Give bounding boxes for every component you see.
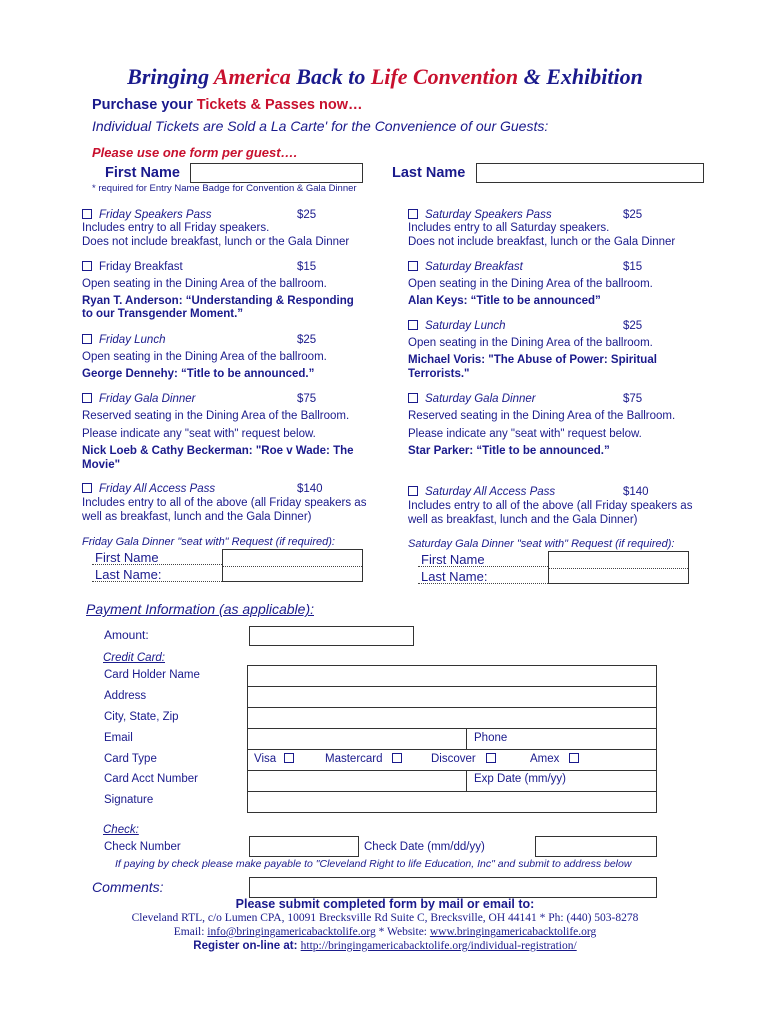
- description: Includes entry to all Saturday speakers.: [408, 222, 610, 234]
- submit-instructions: Please submit completed form by mail or email to:: [235, 897, 535, 911]
- description: Open seating in the Dining Area of the ballroom.: [82, 351, 327, 363]
- description: Does not include breakfast, lunch or the Gala Dinner: [82, 236, 350, 248]
- friday-gala-option[interactable]: Friday Gala Dinner: [82, 393, 196, 405]
- description: Open seating in the Dining Area of the ballroom.: [82, 278, 327, 290]
- saturday-seat-with-title: Saturday Gala Dinner "seat with" Request (if required):: [408, 538, 675, 550]
- friday-all-access-option[interactable]: Friday All Access Pass: [82, 483, 215, 495]
- first-name-label: First Name: [105, 165, 180, 181]
- description: Please indicate any "seat with" request below.: [82, 428, 316, 440]
- description: Open seating in the Dining Area of the ballroom.: [408, 337, 653, 349]
- friday-seat-first-label: First Name: [95, 550, 159, 565]
- checkbox-icon[interactable]: [82, 334, 92, 344]
- acct-number-label: Card Acct Number: [104, 773, 198, 785]
- checkbox-icon[interactable]: [82, 393, 92, 403]
- credit-card-label: Credit Card:: [103, 652, 165, 664]
- discover-option[interactable]: Discover: [431, 753, 503, 765]
- city-label: City, State, Zip: [104, 711, 179, 723]
- price: $15: [623, 261, 643, 273]
- signature-label: Signature: [104, 794, 154, 806]
- description: Reserved seating in the Dining Area of the Ballroom.: [408, 410, 676, 422]
- price: $25: [297, 334, 317, 346]
- description: Reserved seating in the Dining Area of the Ballroom.: [82, 410, 350, 422]
- speaker: Movie": [82, 459, 121, 471]
- description: Does not include breakfast, lunch or the Gala Dinner: [408, 236, 676, 248]
- email-label: Email: [104, 732, 133, 744]
- email-link[interactable]: info@bringingamericabacktolife.org: [207, 926, 376, 938]
- price: $75: [297, 393, 317, 405]
- check-date-label: Check Date (mm/dd/yy): [364, 841, 485, 853]
- speaker: Terrorists.": [408, 368, 470, 380]
- amount-field[interactable]: [249, 626, 414, 646]
- speaker: to our Transgender Moment.”: [82, 308, 244, 320]
- mastercard-option[interactable]: Mastercard: [325, 753, 409, 765]
- price: $25: [623, 209, 643, 221]
- check-note: If paying by check please make payable to "Cleveland Right to life Education, Inc" and submit to address below: [115, 858, 632, 870]
- description: Includes entry to all of the above (all Friday speakers as: [82, 497, 367, 509]
- saturday-seat-last-label: Last Name:: [421, 569, 488, 584]
- speaker: Star Parker: “Title to be announced.”: [408, 445, 610, 457]
- checkbox-icon[interactable]: [569, 753, 579, 763]
- price: $75: [623, 393, 643, 405]
- checkbox-icon[interactable]: [82, 261, 92, 271]
- contact-line: Email: info@bringingamericabacktolife.org * Website: www.bringingamericabacktolife.org: [173, 926, 597, 938]
- price: $140: [297, 483, 323, 495]
- description: Please indicate any "seat with" request below.: [408, 428, 642, 440]
- description: well as breakfast, lunch and the Gala Dinner): [408, 514, 638, 526]
- individual-note: Individual Tickets are Sold a La Carte' for the Convenience of our Guests:: [92, 118, 549, 134]
- price: $25: [297, 209, 317, 221]
- card-type-label: Card Type: [104, 753, 157, 765]
- saturday-all-access-option[interactable]: Saturday All Access Pass: [408, 486, 555, 498]
- comments-field[interactable]: [249, 877, 657, 898]
- friday-lunch-option[interactable]: Friday Lunch: [82, 334, 165, 346]
- check-label: Check:: [103, 824, 139, 836]
- friday-speakers-option[interactable]: Friday Speakers Pass: [82, 209, 212, 221]
- mailing-address: Cleveland RTL, c/o Lumen CPA, 10091 Brecksville Rd Suite C, Brecksville, OH 44141 * Ph: (440) 503-8278: [131, 912, 639, 924]
- address-label: Address: [104, 690, 147, 702]
- speaker: Michael Voris: "The Abuse of Power: Spiritual: [408, 354, 657, 366]
- speaker: Nick Loeb & Cathy Beckerman: "Roe v Wade: The: [82, 445, 354, 457]
- register-line: Register on-line at: http://bringingamericabacktolife.org/individual-registration/: [193, 940, 577, 952]
- checkbox-icon[interactable]: [408, 209, 418, 219]
- checkbox-icon[interactable]: [284, 753, 294, 763]
- checkbox-icon[interactable]: [408, 261, 418, 271]
- saturday-breakfast-option[interactable]: Saturday Breakfast: [408, 261, 523, 273]
- saturday-lunch-option[interactable]: Saturday Lunch: [408, 320, 506, 332]
- checkbox-icon[interactable]: [82, 209, 92, 219]
- checkbox-icon[interactable]: [408, 393, 418, 403]
- description: well as breakfast, lunch and the Gala Dinner): [82, 511, 312, 523]
- name-badge-note: * required for Entry Name Badge for Convention & Gala Dinner: [92, 183, 357, 194]
- friday-breakfast-option[interactable]: Friday Breakfast: [82, 261, 183, 273]
- checkbox-icon[interactable]: [82, 483, 92, 493]
- last-name-label: Last Name: [392, 165, 466, 181]
- last-name-field[interactable]: [476, 163, 704, 183]
- first-name-field[interactable]: [190, 163, 363, 183]
- speaker: Alan Keys: “Title to be announced”: [408, 295, 601, 307]
- saturday-speakers-option[interactable]: Saturday Speakers Pass: [408, 209, 552, 221]
- checkbox-icon[interactable]: [486, 753, 496, 763]
- one-form-note: Please use one form per guest….: [92, 145, 298, 160]
- price: $15: [297, 261, 317, 273]
- saturday-seat-fields[interactable]: [548, 551, 689, 584]
- checkbox-icon[interactable]: [392, 753, 402, 763]
- amex-option[interactable]: Amex: [530, 753, 586, 765]
- price: $25: [623, 320, 643, 332]
- phone-label: Phone: [474, 732, 508, 744]
- description: Includes entry to all Friday speakers.: [82, 222, 270, 234]
- check-number-label: Check Number: [104, 841, 181, 853]
- saturday-gala-option[interactable]: Saturday Gala Dinner: [408, 393, 536, 405]
- speaker: Ryan T. Anderson: “Understanding & Responding: [82, 295, 354, 307]
- price: $140: [623, 486, 649, 498]
- friday-seat-fields[interactable]: [222, 549, 363, 582]
- check-date-field[interactable]: [535, 836, 657, 857]
- checkbox-icon[interactable]: [408, 320, 418, 330]
- comments-label: Comments:: [92, 879, 164, 895]
- speaker: George Dennehy: “Title to be announced.”: [82, 368, 315, 380]
- checkbox-icon[interactable]: [408, 486, 418, 496]
- saturday-seat-first-label: First Name: [421, 552, 485, 567]
- exp-date-label: Exp Date (mm/yy): [474, 773, 567, 785]
- card-holder-label: Card Holder Name: [104, 669, 200, 681]
- check-number-field[interactable]: [249, 836, 359, 857]
- website-link[interactable]: www.bringingamericabacktolife.org: [429, 926, 597, 938]
- friday-seat-last-label: Last Name:: [95, 567, 162, 582]
- register-link[interactable]: http://bringingamericabacktolife.org/individual-registration/: [300, 940, 577, 952]
- credit-card-grid: [247, 665, 657, 813]
- amount-label: Amount:: [104, 628, 149, 642]
- friday-seat-with-title: Friday Gala Dinner "seat with" Request (if required):: [82, 536, 335, 548]
- description: Open seating in the Dining Area of the ballroom.: [408, 278, 653, 290]
- purchase-heading: Purchase your Tickets & Passes now…: [92, 97, 363, 113]
- visa-option[interactable]: Visa: [254, 753, 301, 765]
- description: Includes entry to all of the above (all Friday speakers as: [408, 500, 693, 512]
- page-title: Bringing America Back to Life Convention & Exhibition: [127, 64, 643, 89]
- payment-title: Payment Information (as applicable):: [86, 601, 314, 617]
